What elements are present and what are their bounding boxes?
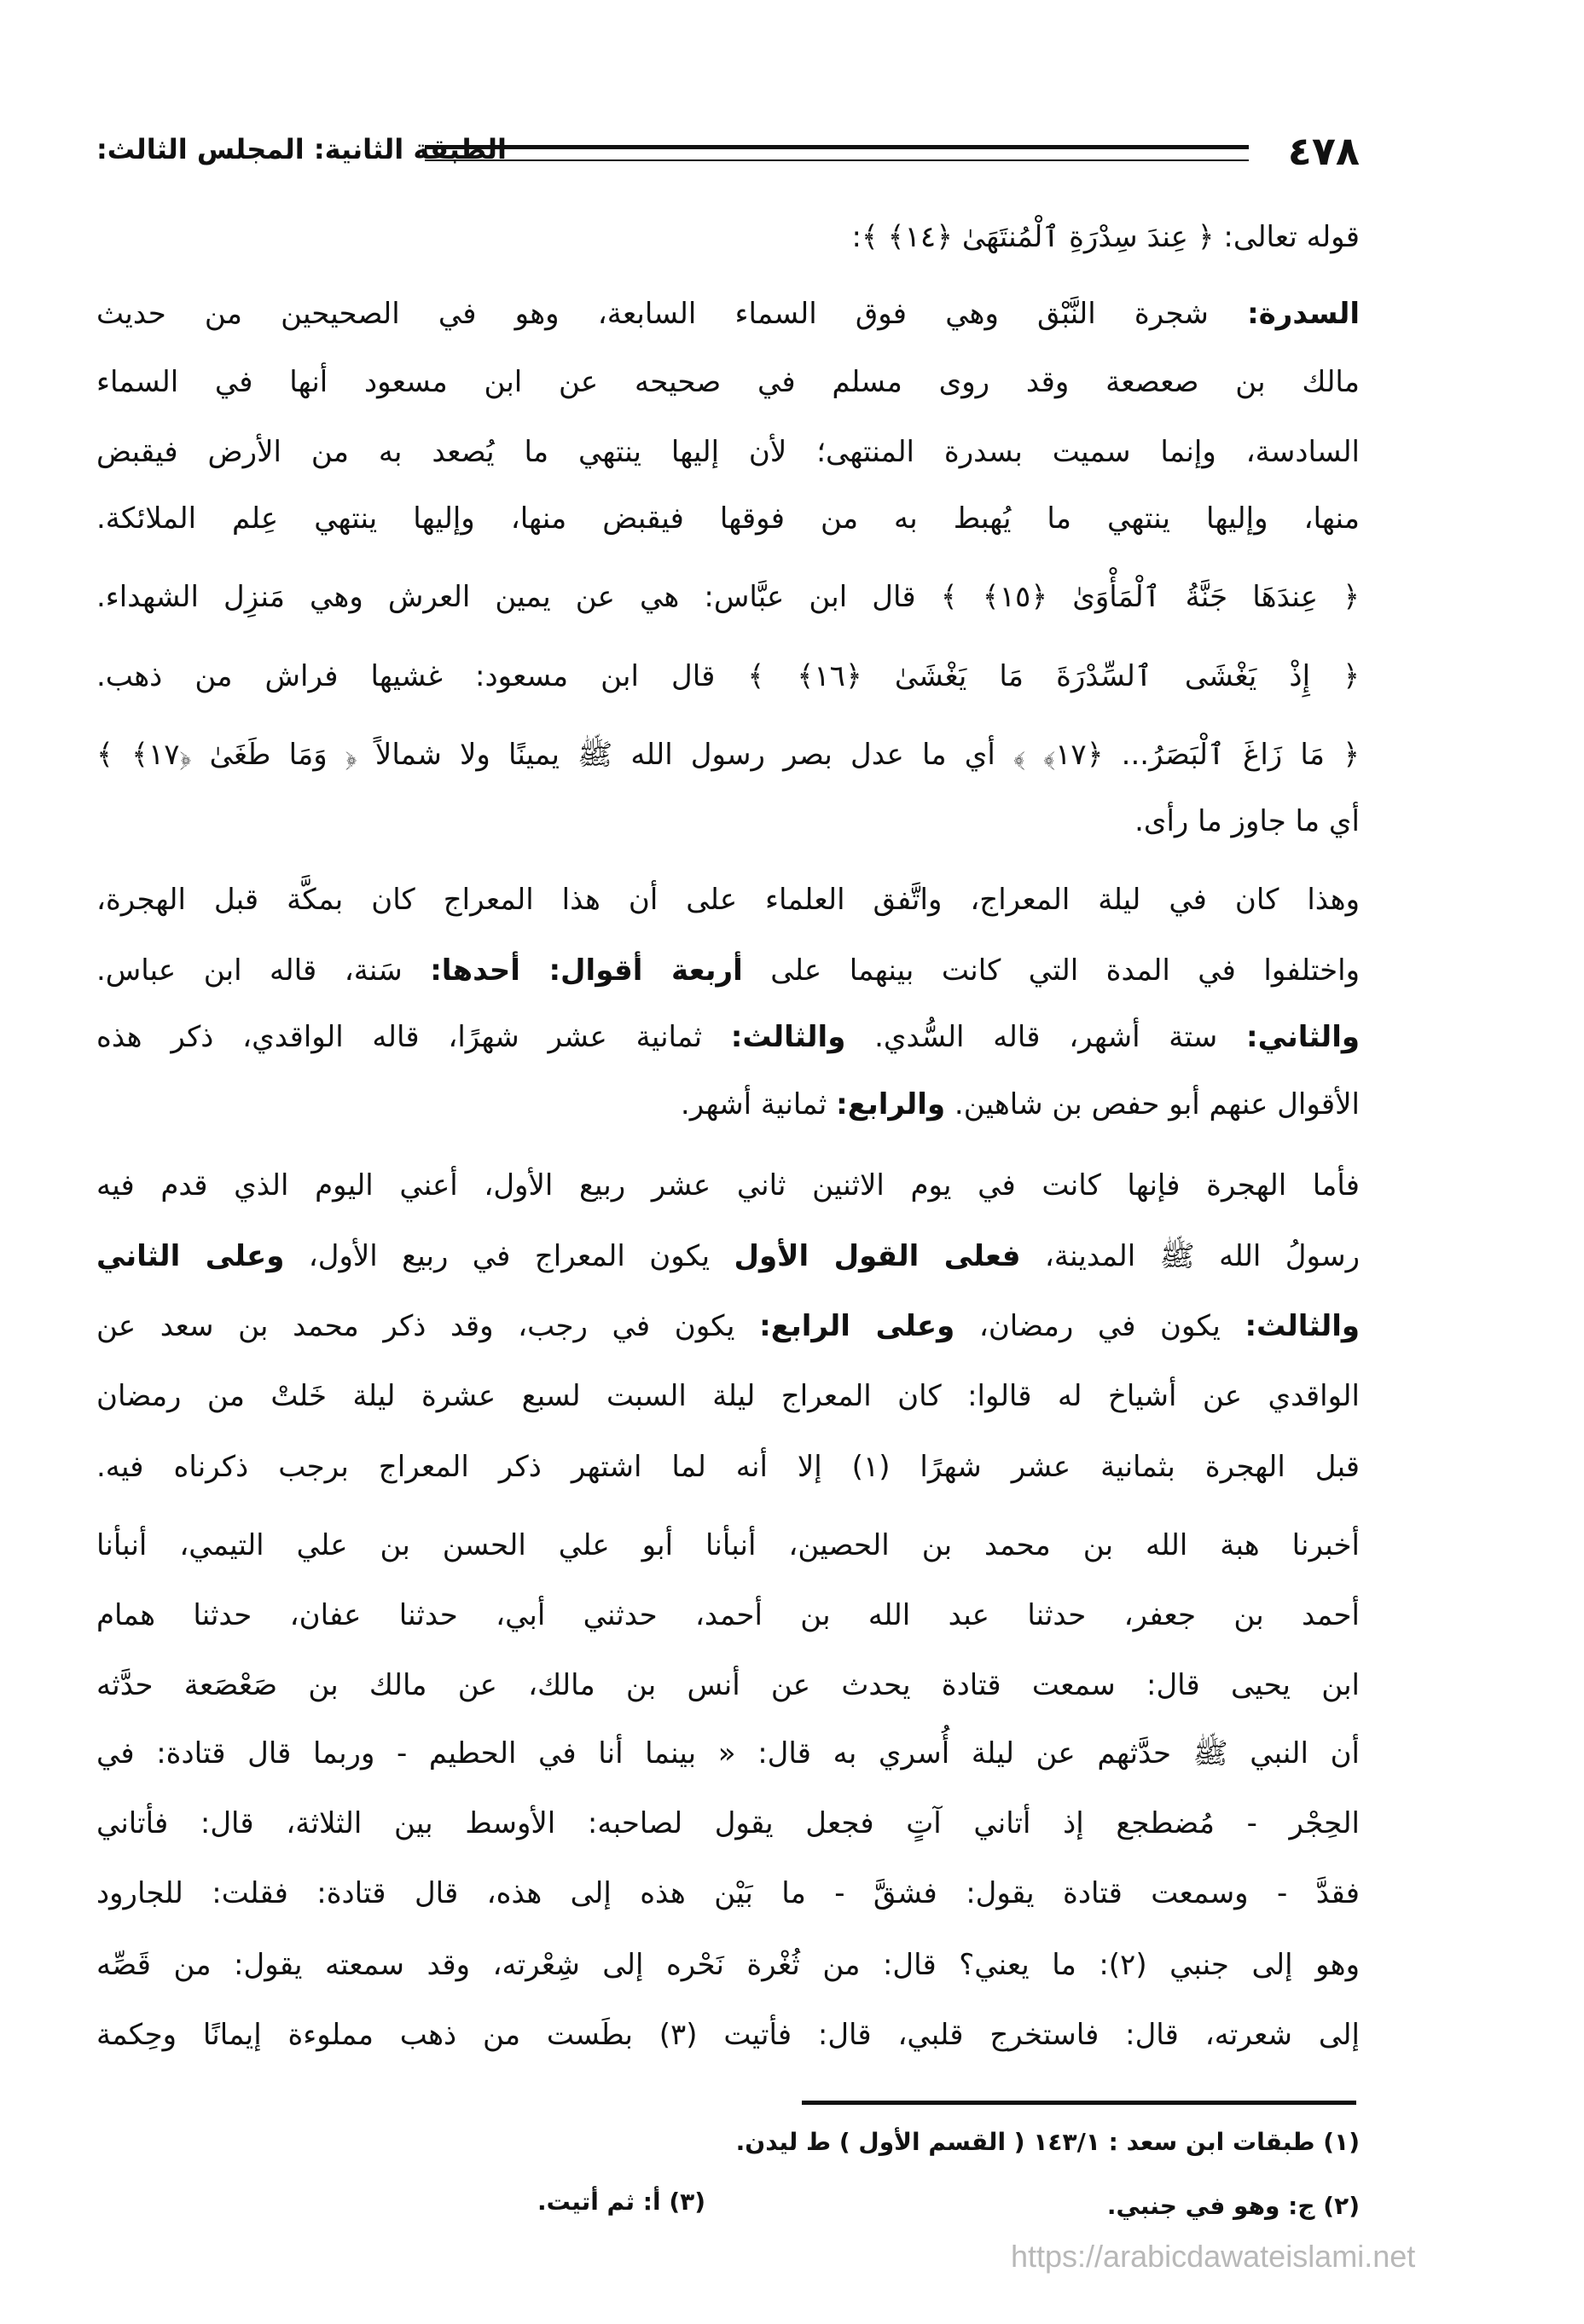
text-segment: فأما الهجرة فإنها كانت في يوم الاثنين ثاني عشر ربيع الأول، أعني اليوم الذي قدم فيه [96,1168,1360,1203]
text-segment: الحِجْر - مُضطجع إذ أتاني آتٍ فجعل يقول لصاحبه: الأوسط بين الثلاثة، قال: فأتاني [96,1806,1360,1840]
text-segment: منها، وإليها ينتهي ما يُهبط به من فوقها فيقبض منها، وإليها ينتهي عِلم الملائكة. [96,501,1360,536]
text-segment: أن النبي ﷺ حدَّثهم عن ليلة أُسري به قال: « بينما أنا في الحطيم - وربما قال قتادة: في [96,1736,1360,1771]
bold-term: فعلى القول الأول [734,1239,1021,1273]
text-line [96,1301,1360,1352]
text-segment: فقدَّ - وسمعت قتادة يقول: فشقَّ - ما بَيْن هذه إلى هذه، قال قتادة: فقلت: للجارود [96,1876,1360,1910]
text-line [96,1079,1360,1130]
text-segment: وهو إلى جنبي (٢): ما يعني؟ قال: من ثُغْرة نَحْره إلى شِعْرته، وقد سمعته يقول: من قَصِّه [96,1948,1361,1982]
text-segment: أحمد بن جعفر، حدثنا عبد الله بن أحمد، حدثني أبي، حدثنا عفان، حدثنا همام [96,1598,1360,1632]
text-line [96,1160,1360,1211]
text-segment: يكون المعراج في ربيع الأول، [284,1239,734,1273]
text-segment: ثمانية عشر شهرًا، قاله الواقدي، ذكر هذه [96,1020,731,1054]
text-segment: ﴿ مَا زَاغَ ٱلْبَصَرُ... ﴿١٧﴾ ﴾ أي ما عدل بصر رسول الله ﷺ يمينًا ولا شمالاً ﴿ وَمَا طَغَىٰ ﴿١٧﴾ ﴾ [96,738,1361,772]
text-line [96,426,1360,478]
text-segment: الواقدي عن أشياخ له قالوا: كان المعراج ليلة السبت لسبع عشرة ليلة خَلتْ من رمضان [96,1379,1360,1413]
bold-term: والثاني: [1246,1020,1360,1054]
text-segment: السادسة، وإنما سميت بسدرة المنتهى؛ لأن إليها ينتهي ما يُصعد به من الأرض فيقبض [96,435,1360,469]
text-line [96,1231,1360,1282]
section-title: الطبقة الثانية: المجلس الثالث: [96,133,507,165]
text-segment: مالك بن صعصعة وقد روى مسلم في صحيحه عن ابن مسعود أنها في السماء [96,365,1360,399]
text-line [96,493,1360,544]
text-segment: رسولُ الله ﷺ المدينة، [1020,1239,1360,1273]
text-segment: ﴿ إِذْ يَغْشَى ٱلسِّدْرَةَ مَا يَغْشَىٰ ﴿١٦﴾ ﴾ قال ابن مسعود: غشيها فراش من ذهب. [96,659,1360,693]
text-line [96,1660,1360,1711]
text-segment: إلى شعرته، قال: فاستخرج قلبي، قال: فأتيت (٣) بطَست من ذهب مملوءة إيمانًا وحِكمة [96,2018,1360,2052]
bold-term: والثالث: [730,1020,846,1054]
bold-term: وعلى الرابع: [759,1309,955,1343]
text-segment: ثمانية أشهر. [680,1087,837,1121]
text-line [96,288,1360,339]
text-line [96,729,1360,780]
text-line [96,796,1360,847]
text-line [96,1868,1360,1919]
footnote-1: (١) طبقات ابن سعد : ١٤٣/١ ( القسم الأول ) ط ليدن. [735,2128,1360,2156]
header-rule [425,145,1249,161]
text-segment: ابن يحيى قال: سمعت قتادة يحدث عن أنس بن مالك، عن مالك بن صَعْصَعة حدَّثه [96,1668,1360,1702]
text-line [96,1939,1360,1991]
page-number: ٤٧٨ [1287,128,1360,174]
text-segment: يكون في رمضان، [954,1309,1245,1343]
bold-term: وعلى الثاني [96,1239,285,1273]
text-segment: أي ما جاوز ما رأى. [1134,804,1360,838]
text-line [96,356,1360,408]
text-segment: يكون في رجب، وقد ذكر محمد بن سعد عن [96,1309,760,1343]
watermark: https://arabicdawateislami.net [1011,2239,1416,2274]
text-line [96,1520,1360,1571]
text-segment: أخبرنا هبة الله بن محمد بن الحصين، أنبأنا أبو علي الحسن بن علي التيمي، أنبأنا [96,1528,1360,1562]
text-line [96,2009,1360,2060]
text-segment: سَنة، قاله ابن عباس. [96,953,431,988]
text-segment: قبل الهجرة بثمانية عشر شهرًا (١) إلا أنه لما اشتهر ذكر المعراج برجب ذكرناه فيه. [96,1450,1360,1484]
bold-term: والثالث: [1245,1309,1361,1343]
text-segment: ستة أشهر، قاله السُّدي. [845,1020,1247,1054]
text-line [96,571,1360,623]
text-line [96,1590,1360,1641]
text-line [96,1011,1360,1063]
text-line [96,1798,1360,1849]
text-segment: الأقوال عنهم أبو حفص بن شاهين. [945,1087,1360,1121]
bold-term: أربعة أقوال: أحدها: [430,953,743,988]
running-header [96,128,1360,174]
footnote-2: (٢) ج: وهو في جنبي. [1106,2192,1360,2220]
text-segment: شجرة النَّبْق وهي فوق السماء السابعة، وهو في الصحيحين من حديث [96,297,1248,331]
text-segment: قوله تعالى: ﴿ عِندَ سِدْرَةِ ٱلْمُنتَهَىٰ ﴿١٤﴾ ﴾: [851,220,1360,254]
text-line [96,1441,1360,1492]
footnote-3: (٣) أ: ثم أتيت. [537,2188,705,2216]
text-line [96,651,1360,702]
bold-term: والرابع: [836,1087,946,1121]
text-line [96,1728,1360,1779]
text-line [96,212,1360,263]
text-segment: ﴿ عِندَهَا جَنَّةُ ٱلْمَأْوَىٰ ﴿١٥﴾ ﴾ قال ابن عبَّاس: هي عن يمين العرش وهي مَنزِل الشهداء. [96,580,1361,614]
text-line [96,945,1360,996]
text-line [96,1371,1360,1422]
text-segment: وهذا كان في ليلة المعراج، واتَّفق العلماء على أن هذا المعراج كان بمكَّة قبل الهجرة، [96,883,1360,917]
text-segment: واختلفوا في المدة التي كانت بينهما على [742,953,1361,988]
footnote-divider [802,2101,1356,2105]
bold-term: السدرة: [1247,297,1360,331]
text-line [96,874,1360,925]
